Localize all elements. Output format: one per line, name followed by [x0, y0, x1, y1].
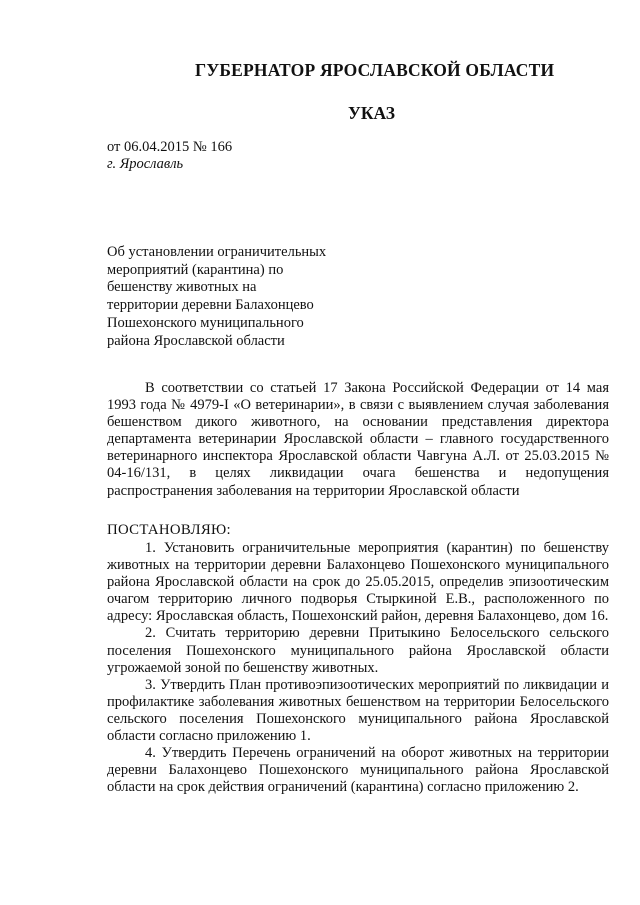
resolution-item-1: 1. Установить ограничительные мероприятия (карантин) по бешенству животных на территории деревни Балахонцево Пошехонского муниципального района Ярославской области на срок до 25.05.2015, определив эпизоотическим очагом территорию личного подворья Стыркиной Е.В., расположенного по адресу: Ярославская область, Пошехонский район, деревня Балахонцево, дом 16. [107, 540, 609, 625]
subject-heading [107, 244, 326, 350]
resolution-item-3: 3. Утвердить План противоэпизоотических мероприятий по ликвидации и профилактике заболевания животных бешенством на территории Белосельского сельского поселения Пошехонского муниципального района Ярославской области согласно приложению 1. [107, 676, 609, 745]
subject-line: мероприятий (карантина) по [107, 261, 284, 278]
preamble-paragraph: В соответствии со статьей 17 Закона Российской Федерации от 14 мая 1993 года № 4979-I «О ветеринарии», в связи с выявлением случая заболевания бешенством дикого животного, на основании представления директора департамента ветеринарии Ярославской области – главного государственного ветеринарного инспектора Ярославской области Чавгуна А.Л. от 25.03.2015 № 04-16/131, в целях ликвидации очага бешенства и недопущения распространения заболевания на территории Ярославской области [107, 380, 609, 499]
subject-line: района Ярославской области [107, 332, 285, 349]
resolution-item-2: 2. Считать территорию деревни Притыкино Белосельского сельского поселения Пошехонского муниципального района Ярославской области угрожаемой зоной по бешенству животных. [107, 625, 609, 676]
issuer-title: ГУБЕРНАТОР ЯРОСЛАВСКОЙ ОБЛАСТИ [195, 60, 555, 80]
subject-line: территории деревни Балахонцево [107, 297, 314, 314]
resolution-items [107, 540, 609, 796]
resolution-word: ПОСТАНОВЛЯЮ: [107, 522, 231, 538]
resolution-item-4: 4. Утвердить Перечень ограничений на оборот животных на территории деревни Балахонцево Пошехонского муниципального района Ярославской области на срок действия ограничений (карантина) согласно приложению 2. [107, 745, 609, 796]
subject-line: Пошехонского муниципального [107, 314, 304, 331]
city: г. Ярославль [107, 156, 184, 172]
subject-line: бешенству животных на [107, 279, 257, 296]
subject-line: Об установлении ограничительных [107, 244, 327, 260]
date-number: от 06.04.2015 № 166 [107, 139, 233, 155]
document-type: УКАЗ [348, 103, 395, 123]
